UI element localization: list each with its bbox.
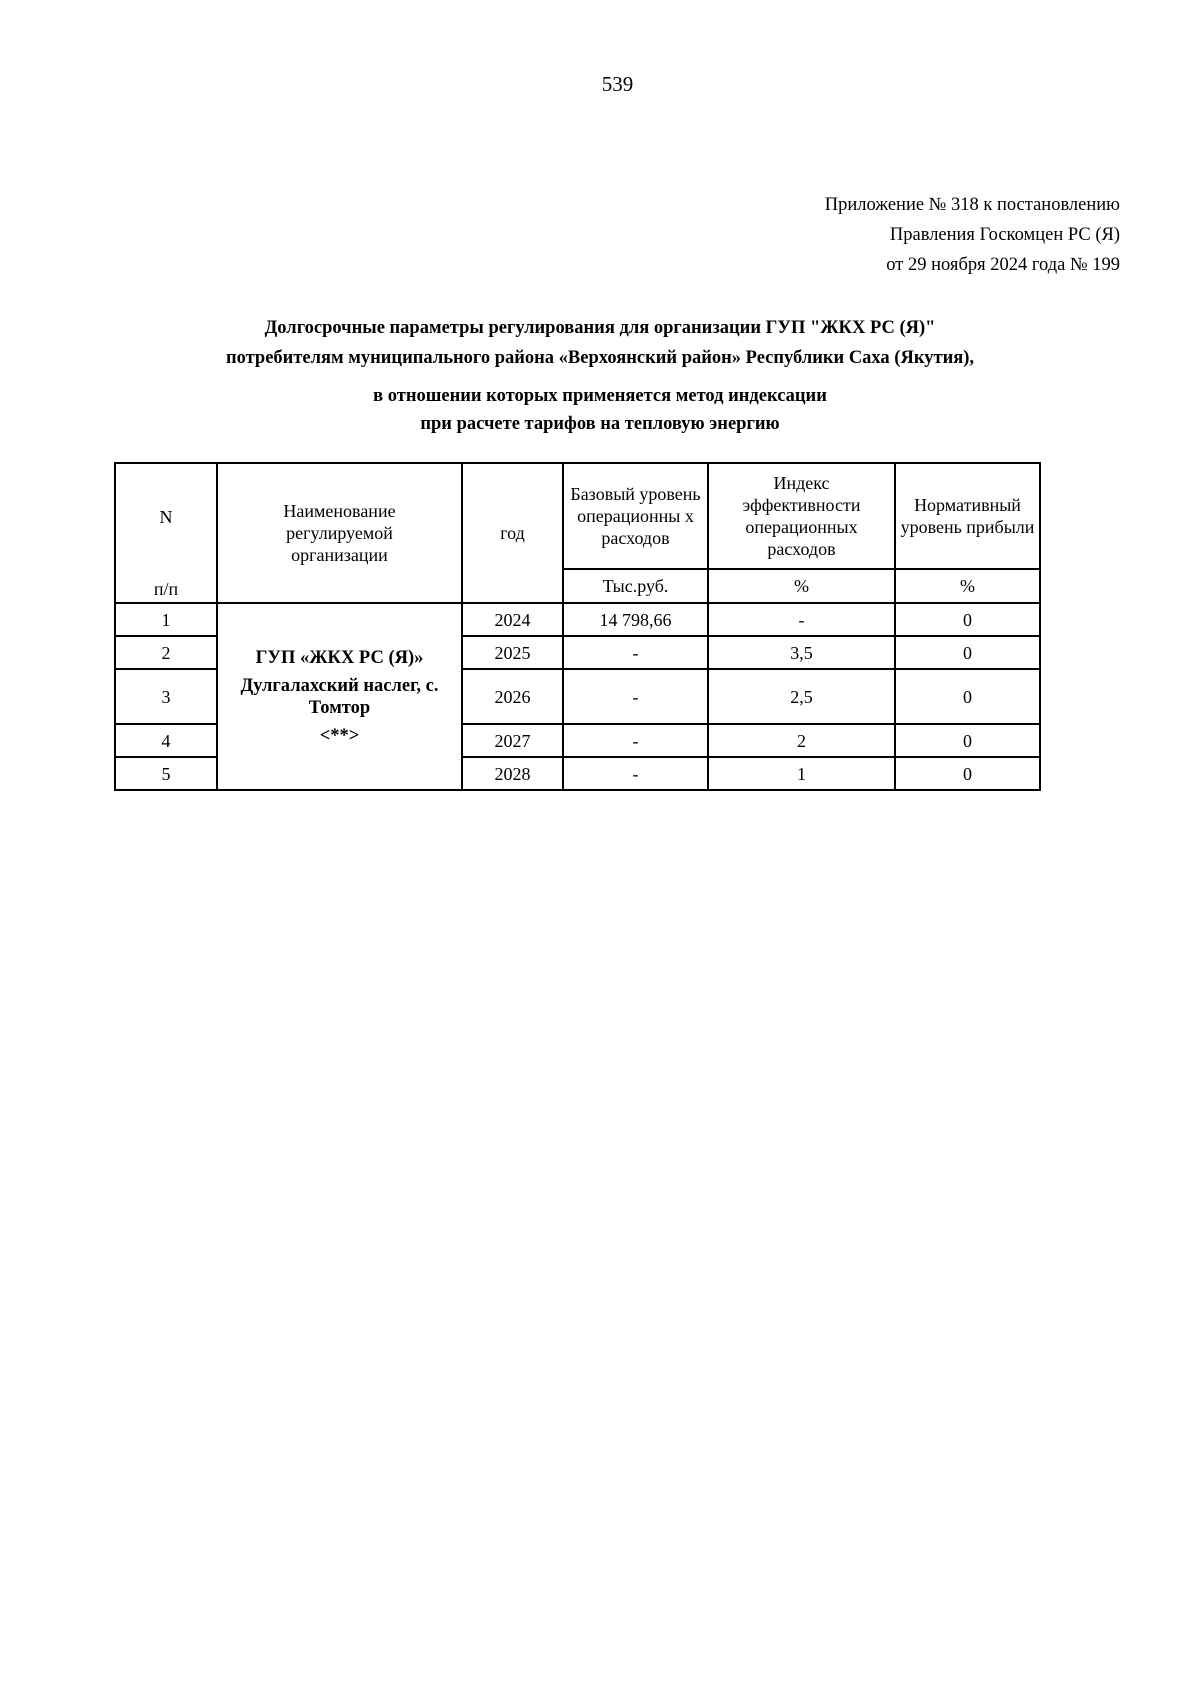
title-line-4: при расчете тарифов на тепловую энергию [420, 414, 780, 434]
regulation-parameters-table [114, 462, 1041, 791]
header-base-level: Базовый уровень операционны х расходов [563, 463, 708, 569]
cell-number: 2 [115, 636, 217, 669]
header-year: год [462, 463, 563, 603]
cell-year: 2026 [462, 669, 563, 724]
header-profit-level: Нормативный уровень прибыли [895, 463, 1040, 569]
cell-profit-level: 0 [895, 669, 1040, 724]
table-header-row [115, 463, 1040, 569]
cell-efficiency-index: 2,5 [708, 669, 895, 724]
cell-number: 3 [115, 669, 217, 724]
unit-profit-level: % [895, 569, 1040, 603]
organization-name [217, 603, 462, 790]
cell-base-level: 14 798,66 [563, 603, 708, 636]
cell-number: 5 [115, 757, 217, 790]
appendix-reference [620, 190, 1120, 280]
cell-year: 2025 [462, 636, 563, 669]
appendix-line-2: Правления Госкомцен РС (Я) [889, 225, 1120, 245]
cell-base-level: - [563, 757, 708, 790]
cell-efficiency-index: - [708, 603, 895, 636]
cell-year: 2028 [462, 757, 563, 790]
document-title [0, 313, 1200, 437]
title-line-2: потребителям муниципального района «Верхоянский район» Республики Саха (Якутия), [225, 348, 975, 368]
cell-number: 4 [115, 724, 217, 757]
page-number: 539 [601, 72, 634, 96]
cell-efficiency-index: 1 [708, 757, 895, 790]
table-row [115, 603, 1040, 636]
organization-line-1: ГУП «ЖКХ РС (Я)» [255, 647, 424, 668]
title-line-3: в отношении которых применяется метод индексации [373, 386, 827, 406]
appendix-line-3: от 29 ноября 2024 года № 199 [886, 255, 1120, 275]
unit-efficiency-index: % [708, 569, 895, 603]
cell-profit-level: 0 [895, 757, 1040, 790]
cell-profit-level: 0 [895, 724, 1040, 757]
cell-year: 2027 [462, 724, 563, 757]
organization-line-3: <**> [319, 725, 360, 746]
organization-line-2: Дулгалахский наслег, с. Томтор [240, 675, 439, 718]
header-number-bottom: п/п [153, 579, 179, 599]
cell-base-level: - [563, 724, 708, 757]
header-organization: Наименование регулируемой организации [217, 463, 462, 603]
cell-efficiency-index: 3,5 [708, 636, 895, 669]
cell-base-level: - [563, 636, 708, 669]
header-efficiency-index: Индекс эффективности операционных расходов [708, 463, 895, 569]
cell-profit-level: 0 [895, 636, 1040, 669]
header-number [115, 463, 217, 603]
cell-profit-level: 0 [895, 603, 1040, 636]
header-number-top: N [159, 507, 173, 527]
unit-base-level: Тыс.руб. [563, 569, 708, 603]
appendix-line-1: Приложение № 318 к постановлению [824, 195, 1120, 215]
cell-number: 1 [115, 603, 217, 636]
cell-base-level: - [563, 669, 708, 724]
cell-year: 2024 [462, 603, 563, 636]
cell-efficiency-index: 2 [708, 724, 895, 757]
title-line-1: Долгосрочные параметры регулирования для организации ГУП "ЖКХ РС (Я)" [264, 318, 936, 338]
